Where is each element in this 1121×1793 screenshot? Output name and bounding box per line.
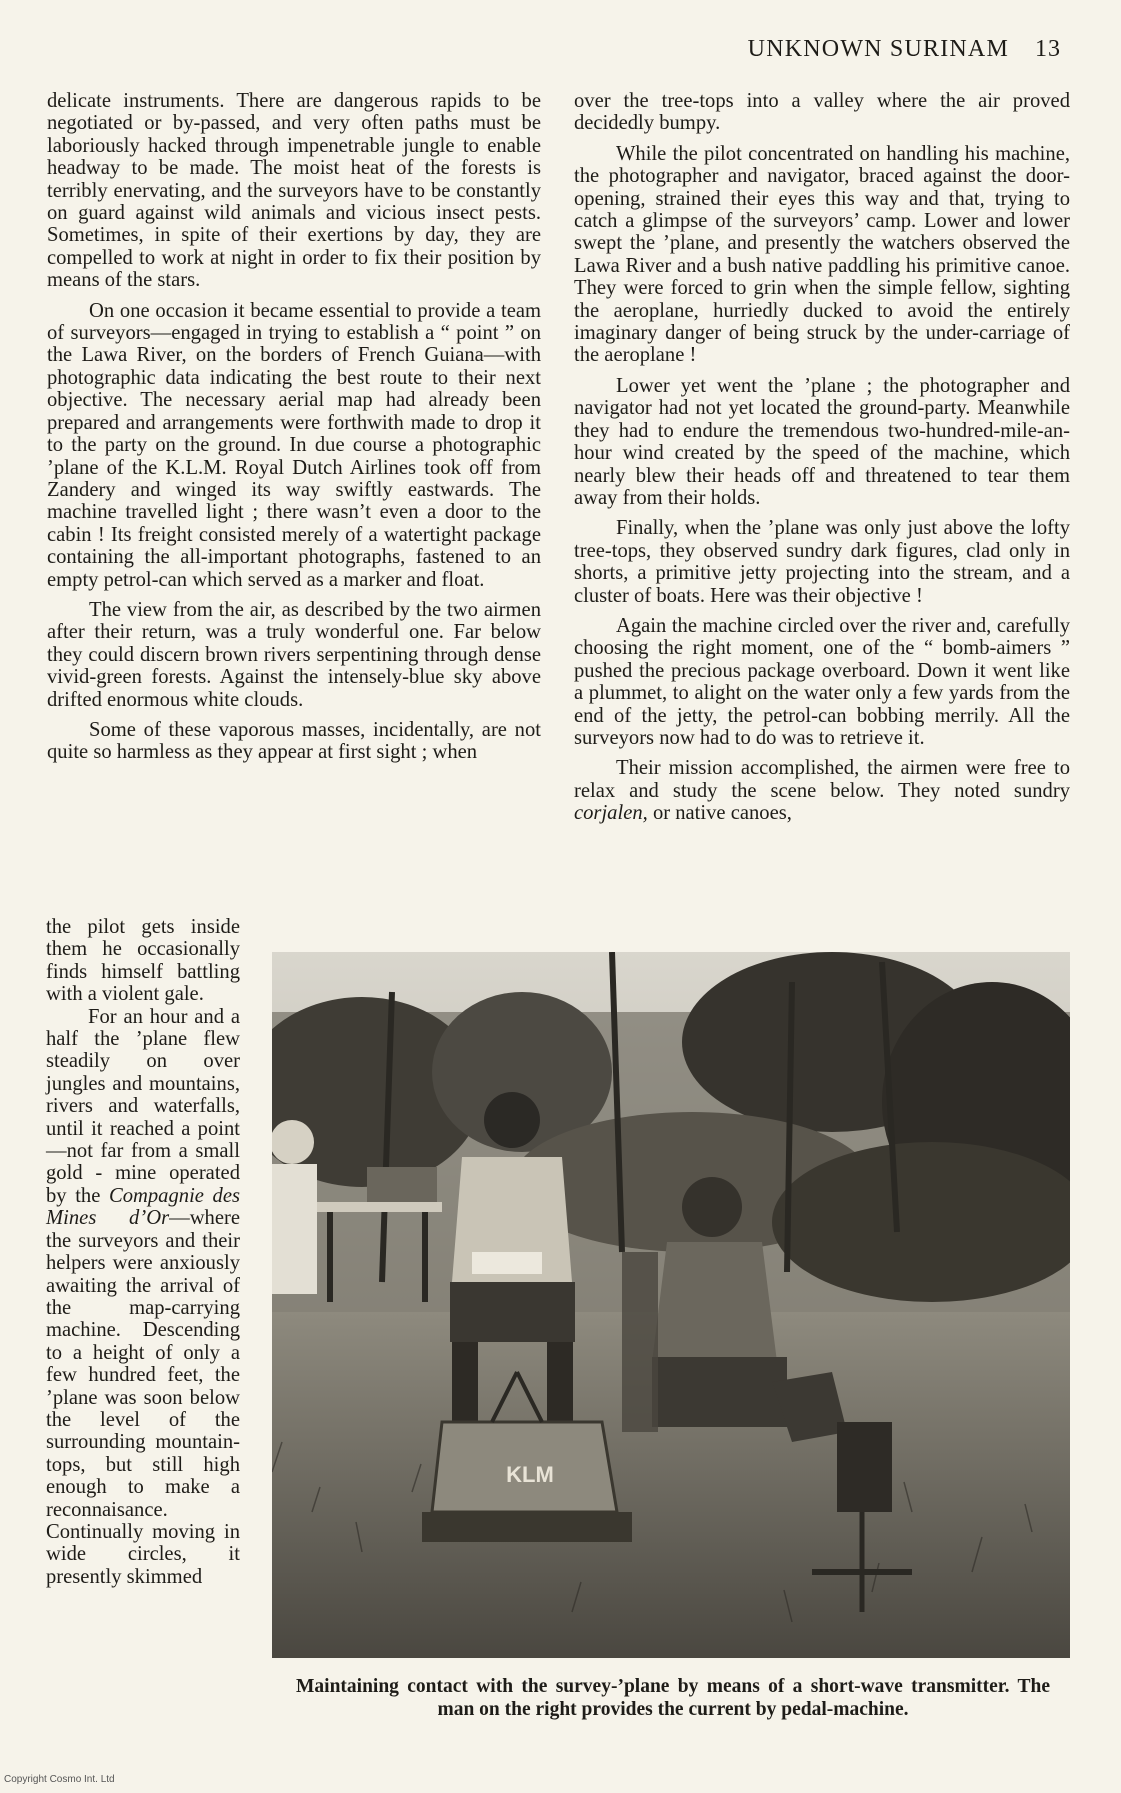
paragraph: Lower yet went the ’plane ; the photographer and navigator had not yet located the ground-party. Meanwhile they had to endure the tremendous two-hundred-mile-an-hour wind created by the speed of the machine, which nearly blew their heads off and threatened to tear them away from their holds. xyxy=(574,374,1070,509)
paragraph: Finally, when the ’plane was only just above the lofty tree-tops, they observed sundry dark figures, clad only in shorts, a primitive jetty projecting into the stream, and a cluster of boats. Here was their objective ! xyxy=(574,517,1070,607)
running-head xyxy=(560,36,1061,63)
paragraph: While the pilot concentrated on handling his machine, the photographer and navigator, braced against the door-opening, strained their eyes this way and that, trying to catch a glimpse of the surveyors’ camp. Lower and lower swept the ’plane, and presently the watchers observed the Lawa River and a bush native paddling his primitive canoe. They were forced to grin when the simple fellow, sighting the aeroplane, hurriedly ducked to avoid the entirely imaginary danger of being struck by the under-carriage of the aeroplane ! xyxy=(574,142,1070,367)
running-title: UNKNOWN SURINAM xyxy=(747,36,1009,62)
italic-company-name: Compagnie des Mines d’Or xyxy=(46,1184,240,1230)
paragraph-text: —where the surveyors and their helpers were anxiously awaiting the arrival of the map-carrying machine. Descending to a height of only a few hundred feet, the ’plane was soon below the level of the surrounding mountain-tops, but still high enough to make a reconnaisance. Continually moving in wide circles, it presently skimmed xyxy=(46,1207,240,1588)
paragraph: The view from the air, as described by the two airmen after their return, was a truly wonderful one. Far below they could discern brown rivers serpentining through dense vivid-green forests. Against the intensely-blue sky above drifted enormous white clouds. xyxy=(47,598,541,711)
seated-man-left xyxy=(272,1120,317,1294)
left-column xyxy=(47,90,541,772)
paragraph xyxy=(46,1006,240,1589)
paragraph-text: For an hour and a half the ’plane flew steadily on over jungles and mountains, rivers and waterfalls, until it reached a point —not far from a small gold - mine operated by the xyxy=(46,1005,240,1207)
right-column xyxy=(574,90,1070,833)
paragraph: over the tree-tops into a valley where the air proved decidedly bumpy. xyxy=(574,90,1070,135)
paragraph: delicate instruments. There are dangerous rapids to be negotiated or by-passed, and very often paths must be laboriously hacked through impenetrable jungle to enable headway to be made. The moist heat of the forests is terribly enervating, and the surveyors have to be constantly on guard against wild animals and vicious insect pests. Sometimes, in spite of their exertions by day, they are compelled to work at night in order to fix their position by means of the stars. xyxy=(47,90,541,292)
left-narrow-column xyxy=(46,916,240,1588)
italic-term: corjalen, xyxy=(574,802,648,825)
photograph xyxy=(272,952,1070,1658)
page-number: 13 xyxy=(1035,36,1061,62)
paragraph: On one occasion it became essential to provide a team of surveyors—engaged in trying to establish a “ point ” on the Lawa River, on the borders of French Guiana—with photographic data indicating the best route to their next objective. The necessary aerial map had already been prepared and arrangements were forthwith made to drop it to the party on the ground. In due course a photographic ’plane of the K.L.M. Royal Dutch Airlines took off from Zandery and winged its way swiftly eastwards. The machine travelled light ; there wasn’t even a door to the cabin ! Its freight consisted merely of a watertight package containing the all-important photographs, fastened to an empty petrol-can which served as a marker and float. xyxy=(47,299,541,591)
photo-caption: Maintaining contact with the survey-’plane by means of a short-wave transmitter. The man on the right provides the current by pedal-machine. xyxy=(296,1676,1050,1720)
photo-illustration xyxy=(272,952,1070,1658)
copyright-watermark: Copyright Cosmo Int. Ltd xyxy=(4,1774,115,1785)
paragraph: Again the machine circled over the river and, carefully choosing the right moment, one of the “ bomb-aimers ” pushed the precious package overboard. Down it went like a plummet, to alight on the water only a few yards from the end of the jetty, the petrol-can bobbing merrily. All the surveyors now had to do was to retrieve it. xyxy=(574,614,1070,749)
transmitter-marking: KLM xyxy=(506,1462,554,1487)
paragraph-text: Their mission accomplished, the airmen were free to relax and study the scene below. They noted sundry xyxy=(574,757,1070,802)
paragraph-text: or native canoes, xyxy=(652,802,792,825)
paragraph xyxy=(574,757,1070,824)
paragraph: the pilot gets inside them he occasionally finds himself battling with a violent gale. xyxy=(46,916,240,1006)
paragraph: Some of these vaporous masses, incidentally, are not quite so harmless as they appear at first sight ; when xyxy=(47,718,541,764)
